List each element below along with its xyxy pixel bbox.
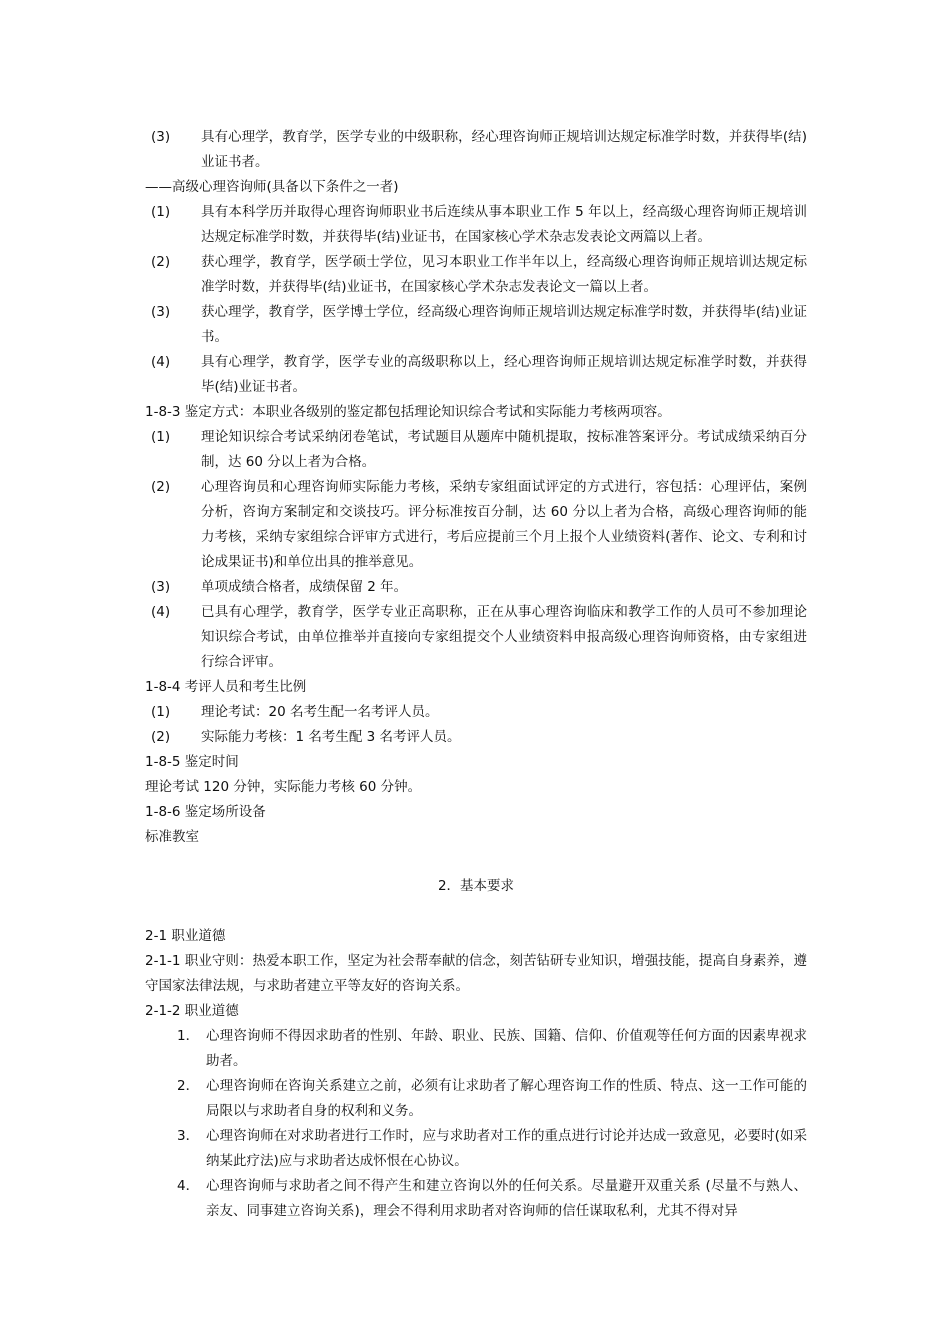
item-text: 心理咨询师不得因求助者的性别、年龄、职业、民族、国籍、信仰、价值观等任何方面的因素卑视求助者。 xyxy=(206,1028,807,1069)
senior-item-1 xyxy=(145,200,807,250)
item-text: 具有心理学，教育学，医学专业的高级职称以上，经心理咨询师正规培训达规定标准学时数，并获得毕(结)业证书者。 xyxy=(201,354,807,395)
exam-duration-text: 理论考试 120 分钟，实际能力考核 60 分钟。 xyxy=(145,779,422,795)
item-number: (2) xyxy=(151,254,171,270)
senior-counselor-heading: ——高级心理咨询师(具备以下条件之一者) xyxy=(145,179,399,195)
section-1-8-5-heading: 1-8-5 鉴定时间 xyxy=(145,754,239,770)
ratio-item-1 xyxy=(145,700,807,725)
item-number: (2) xyxy=(151,479,171,495)
item-text: 已具有心理学，教育学，医学专业正高职称，正在从事心理咨询临床和教学工作的人员可不参加理论知识综合考试，由单位推举并直接向专家组提交个人业绩资料申报高级心理咨询师资格，由专家组进行综合评审。 xyxy=(201,604,807,670)
assessment-item-2 xyxy=(145,475,807,575)
item-text: 心理咨询师在对求助者进行工作时，应与求助者对工作的重点进行讨论并达成一致意见，必要时(如采纳某此疗法)应与求助者达成怀恨在心协议。 xyxy=(206,1128,807,1169)
assessment-item-4 xyxy=(145,600,807,675)
item-text: 实际能力考核：1 名考生配 3 名考评人员。 xyxy=(201,729,461,745)
ethics-item-1 xyxy=(145,1024,807,1074)
item-text: 单项成绩合格者，成绩保留 2 年。 xyxy=(201,579,408,595)
item-number: (4) xyxy=(151,354,171,370)
item-text: 心理咨询师在咨询关系建立之前，必须有让求助者了解心理咨询工作的性质、特点、这一工作可能的局限以与求助者自身的权利和义务。 xyxy=(206,1078,807,1119)
chapter-2-title: 2．基本要求 xyxy=(437,878,515,894)
item-number: (4) xyxy=(151,604,171,620)
section-2-1-heading: 2-1 职业道德 xyxy=(145,928,226,944)
item-number: 4． xyxy=(177,1178,200,1194)
item-text: 具有心理学，教育学，医学专业的中级职称，经心理咨询师正规培训达规定标准学时数，并获得毕(结)业证书者。 xyxy=(201,129,807,170)
section-1-8-4-heading: 1-8-4 考评人员和考生比例 xyxy=(145,679,307,695)
senior-item-2 xyxy=(145,250,807,300)
item-number: (3) xyxy=(151,129,171,145)
section-2-1-1-paragraph xyxy=(145,949,807,999)
item-text: 心理咨询员和心理咨询师实际能力考核，采纳专家组面试评定的方式进行，容包括：心理评估，案例分析，咨询方案制定和交谈技巧。评分标准按百分制，达 60 分以上者为合格，高级心理咨询师的能力考核，采纳专家组综合评审方式进行，考后应提前三个月上报个人业绩资料(著作、论文、专利和讨论成果证书)和单位出具的推举意见。 xyxy=(201,479,807,570)
ethics-item-2 xyxy=(145,1074,807,1124)
senior-item-3 xyxy=(145,300,807,350)
section-1-8-6-heading: 1-8-6 鉴定场所设备 xyxy=(145,804,266,820)
item-text: 理论考试：20 名考生配一名考评人员。 xyxy=(201,704,439,720)
item-number: 1． xyxy=(177,1028,200,1044)
item-text: 获心理学，教育学，医学硕士学位，见习本职业工作半年以上，经高级心理咨询师正规培训达规定标准学时数，并获得毕(结)业证书，在国家核心学术杂志发表论文一篇以上者。 xyxy=(201,254,807,295)
item-number: (1) xyxy=(151,704,171,720)
item-number: (1) xyxy=(151,204,171,220)
assessment-item-1 xyxy=(145,425,807,475)
assessment-item-3 xyxy=(145,575,807,600)
item-text: 理论知识综合考试采纳闭卷笔试，考试题目从题库中随机提取，按标准答案评分。考试成绩采纳百分制，达 60 分以上者为合格。 xyxy=(201,429,807,470)
ethics-item-3 xyxy=(145,1124,807,1174)
item-text: 心理咨询师与求助者之间不得产生和建立咨询以外的任何关系。尽量避开双重关系 (尽量不与熟人、亲友、同事建立咨询关系)，理会不得利用求助者对咨询师的信任谋取私利，尤其不得对异 xyxy=(206,1178,807,1219)
senior-item-4 xyxy=(145,350,807,400)
ratio-item-2 xyxy=(145,725,807,750)
item-number: (3) xyxy=(151,579,171,595)
item-number: (2) xyxy=(151,729,171,745)
qualification-item-3 xyxy=(145,125,807,175)
item-number: 2． xyxy=(177,1078,200,1094)
section-2-1-2-heading: 2-1-2 职业道德 xyxy=(145,1003,239,1019)
item-number: (3) xyxy=(151,304,171,320)
item-number: (1) xyxy=(151,429,171,445)
item-text: 具有本科学历并取得心理咨询师职业书后连续从事本职业工作 5 年以上，经高级心理咨询师正规培训达规定标准学时数，并获得毕(结)业证书，在国家核心学术杂志发表论文两篇以上者。 xyxy=(201,204,807,245)
paragraph-text: 2-1-1 职业守则：热爱本职工作，坚定为社会帮奉献的信念，刻苦钻研专业知识，增强技能，提高自身素养，遵守国家法律法规，与求助者建立平等友好的咨询关系。 xyxy=(145,953,807,994)
item-text: 获心理学，教育学，医学博士学位，经高级心理咨询师正规培训达规定标准学时数，并获得毕(结)业证书。 xyxy=(201,304,807,345)
ethics-item-4 xyxy=(145,1174,807,1224)
exam-venue-text: 标准教室 xyxy=(145,829,199,845)
item-number: 3． xyxy=(177,1128,200,1144)
section-1-8-3-heading: 1-8-3 鉴定方式：本职业各级别的鉴定都包括理论知识综合考试和实际能力考核两项容。 xyxy=(145,404,671,420)
